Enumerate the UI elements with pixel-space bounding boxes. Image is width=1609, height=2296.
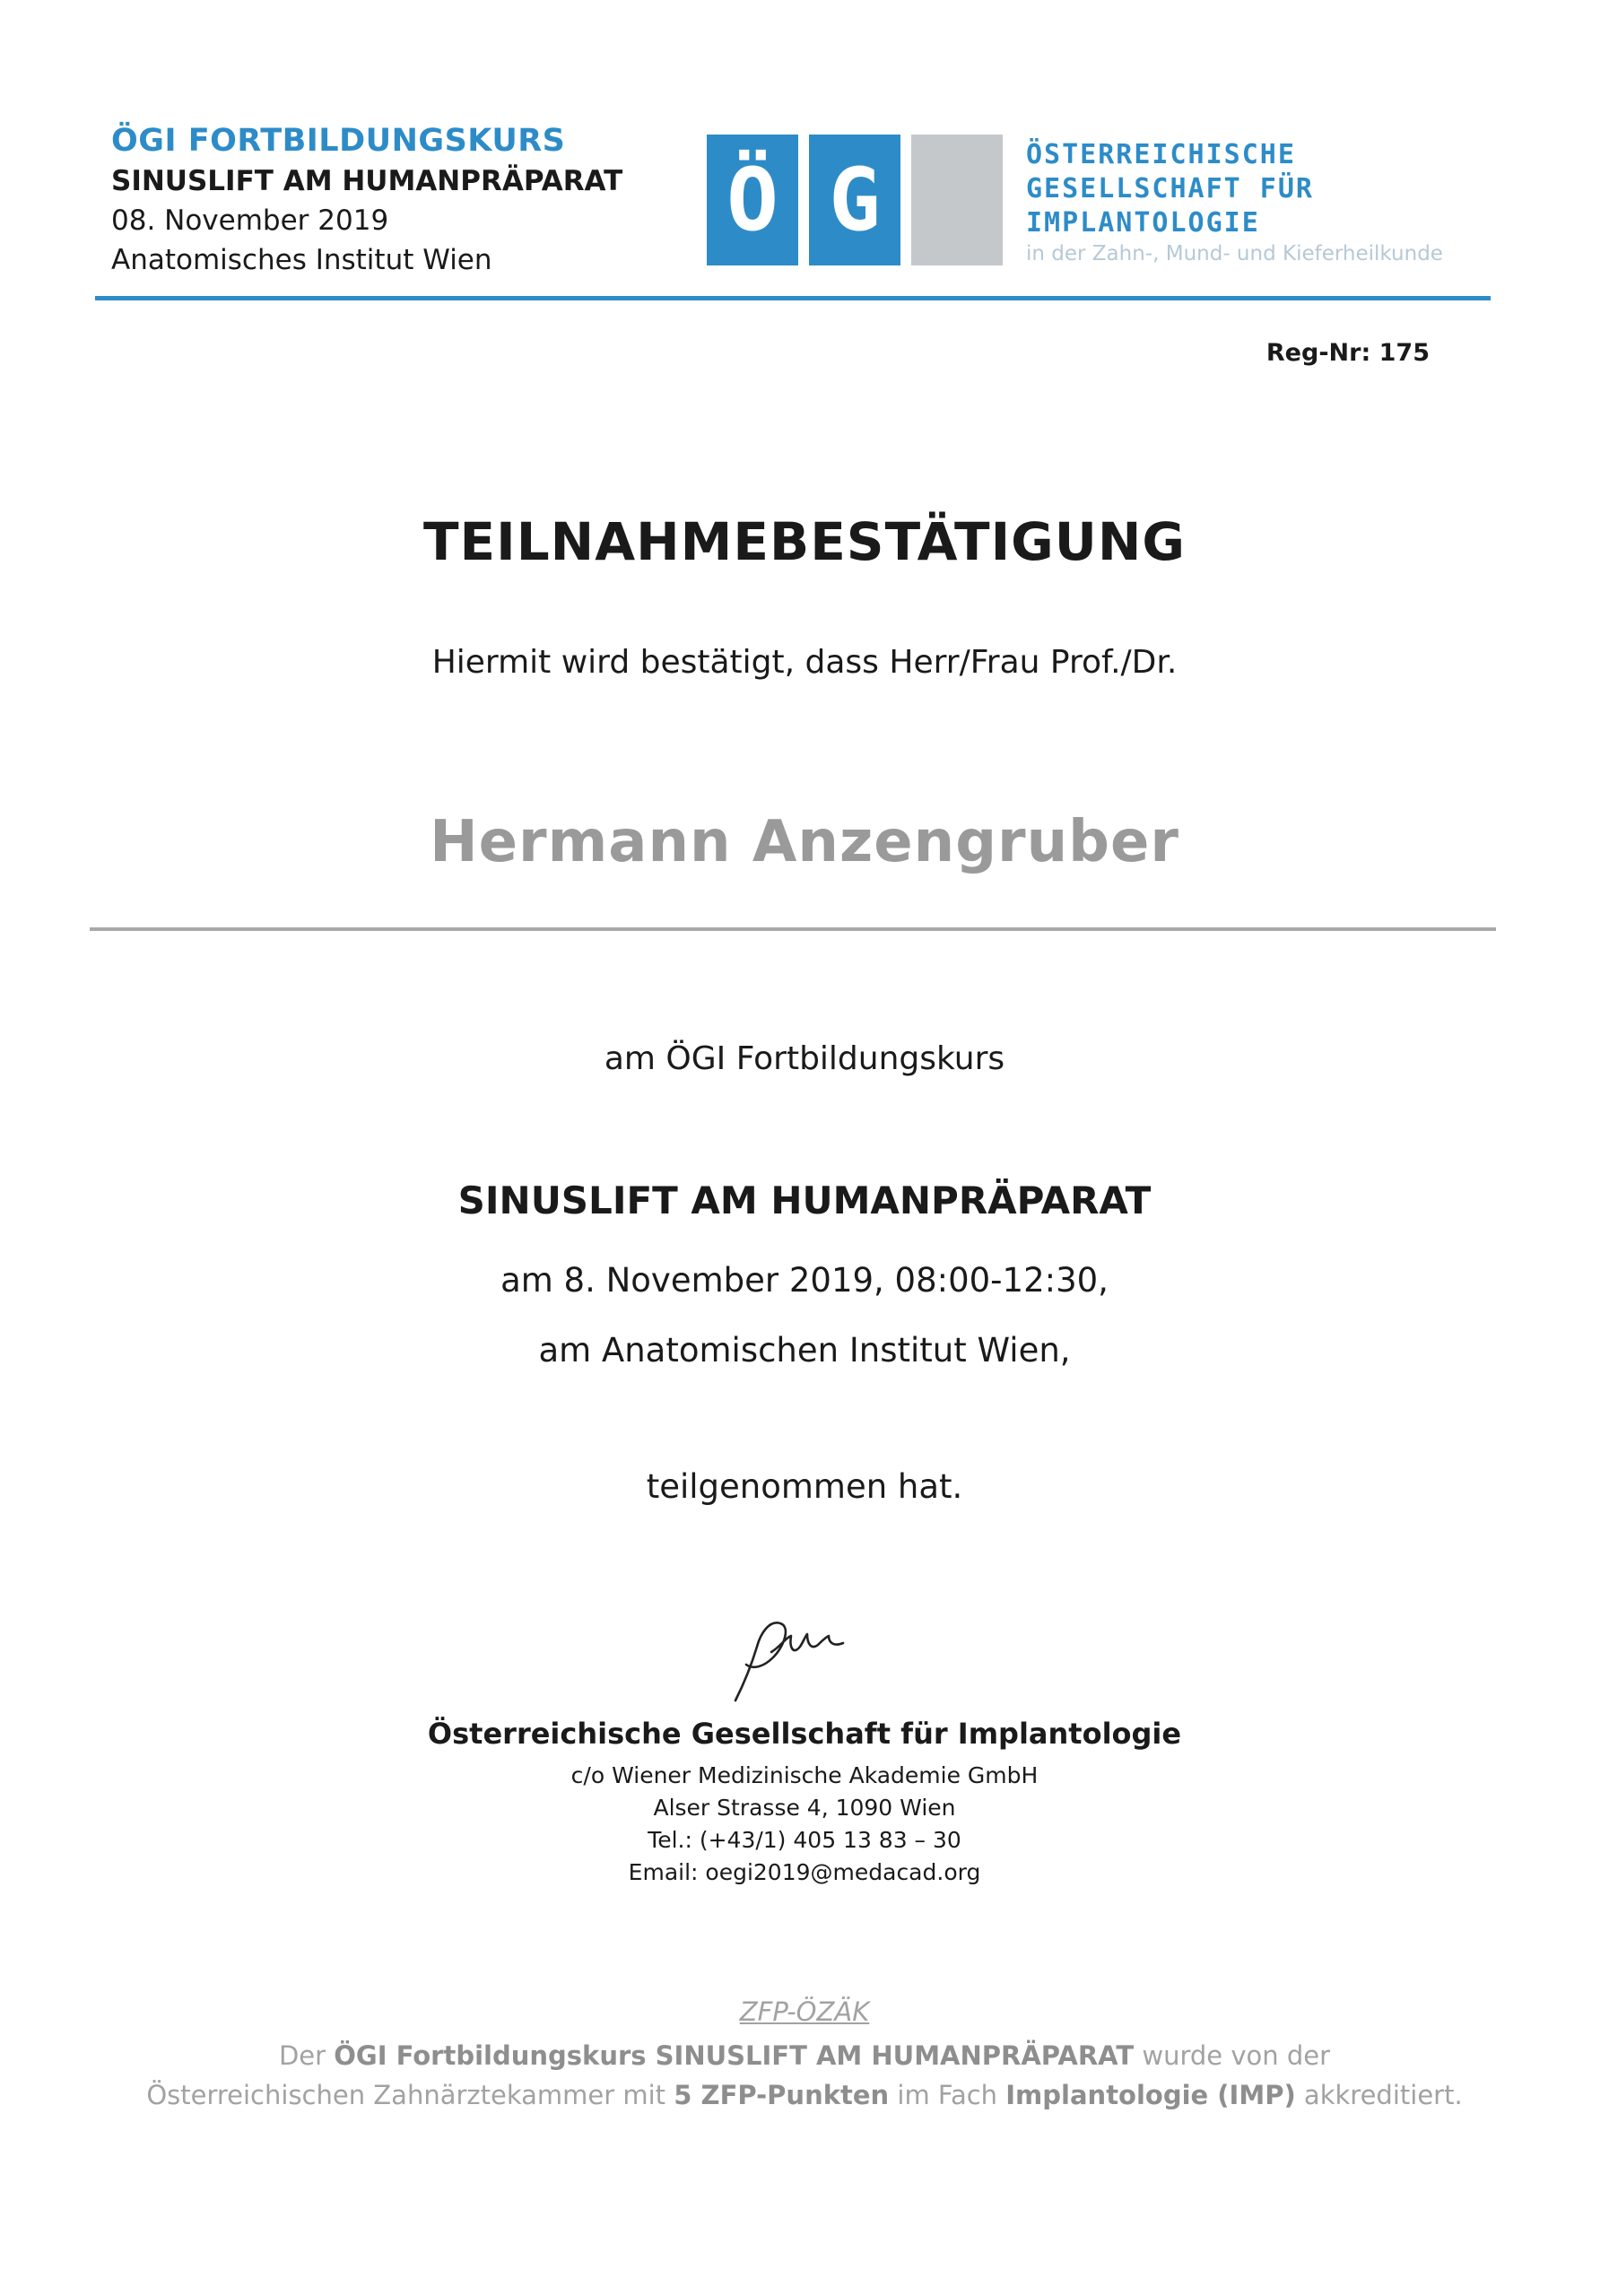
logo-grey-block (911, 135, 1003, 265)
name-underline (90, 927, 1496, 931)
accreditation-line-2 (0, 2075, 1609, 2115)
logo-letter-o: Ö (707, 135, 798, 265)
accreditation-line-2-a: Österreichischen Zahnärztekammer mit (146, 2080, 674, 2110)
header-location: Anatomisches Institut Wien (111, 244, 492, 276)
course-date-time: am 8. November 2019, 08:00-12:30, (500, 1261, 1109, 1300)
logo-letter-g: G (809, 135, 900, 265)
accreditation-text (0, 2036, 1609, 2115)
logo-name-line-1: ÖSTERREICHISCHE (1026, 139, 1296, 170)
certificate-intro: Hiermit wird bestätigt, dass Herr/Frau Prof./Dr. (431, 644, 1178, 681)
registration-number: Reg-Nr: 175 (1265, 339, 1430, 367)
organization-address: Alser Strasse 4, 1090 Wien (653, 1795, 956, 1821)
course-venue: am Anatomischen Institut Wien, (538, 1331, 1071, 1370)
header-date: 08. November 2019 (111, 204, 389, 237)
oegi-logo (707, 135, 1460, 265)
participant-name: Hermann Anzengruber (430, 809, 1179, 875)
organization-care-of: c/o Wiener Medizinische Akademie GmbH (570, 1762, 1039, 1788)
course-intro: am ÖGI Fortbildungskurs (604, 1040, 1005, 1077)
accreditation-points: 5 ZFP-Punkten (674, 2080, 890, 2110)
certificate-closing: teilgenommen hat. (646, 1467, 963, 1506)
header-divider (95, 296, 1491, 300)
logo-subtitle: in der Zahn-, Mund- und Kieferheilkunde (1026, 242, 1443, 265)
organization-name: Österreichische Gesellschaft für Implantologie (427, 1717, 1182, 1751)
header-course-title: SINUSLIFT AM HUMANPRÄPARAT (111, 165, 623, 197)
accreditation-subject: Implantologie (IMP) (1005, 2080, 1296, 2110)
organization-address-block (0, 1760, 1609, 1889)
logo-text (1026, 138, 1443, 265)
signature-icon (718, 1611, 870, 1709)
header-course-label: ÖGI FORTBILDUNGSKURS (111, 123, 566, 159)
accreditation-line-2-c: im Fach (889, 2080, 1006, 2110)
accreditation-line-1-c: wurde von der (1134, 2040, 1331, 2071)
accreditation-course: ÖGI Fortbildungskurs SINUSLIFT AM HUMANPRÄPARAT (334, 2040, 1135, 2071)
organization-phone: Tel.: (+43/1) 405 13 83 – 30 (648, 1827, 961, 1853)
accreditation-line-2-e: akkreditiert. (1295, 2080, 1463, 2110)
logo-name-line-3: IMPLANTOLOGIE (1026, 207, 1260, 239)
header-course-info (111, 120, 622, 280)
accreditation-heading: ZFP-ÖZÄK (739, 1996, 870, 2027)
logo-name-line-2: GESELLSCHAFT FÜR (1026, 173, 1314, 204)
certificate-title: TEILNAHMEBESTÄTIGUNG (422, 511, 1187, 572)
organization-email: Email: oegi2019@medacad.org (628, 1859, 981, 1885)
accreditation-line-1 (0, 2036, 1609, 2075)
accreditation-line-1-a: Der (278, 2040, 335, 2071)
course-name: SINUSLIFT AM HUMANPRÄPARAT (457, 1178, 1152, 1222)
